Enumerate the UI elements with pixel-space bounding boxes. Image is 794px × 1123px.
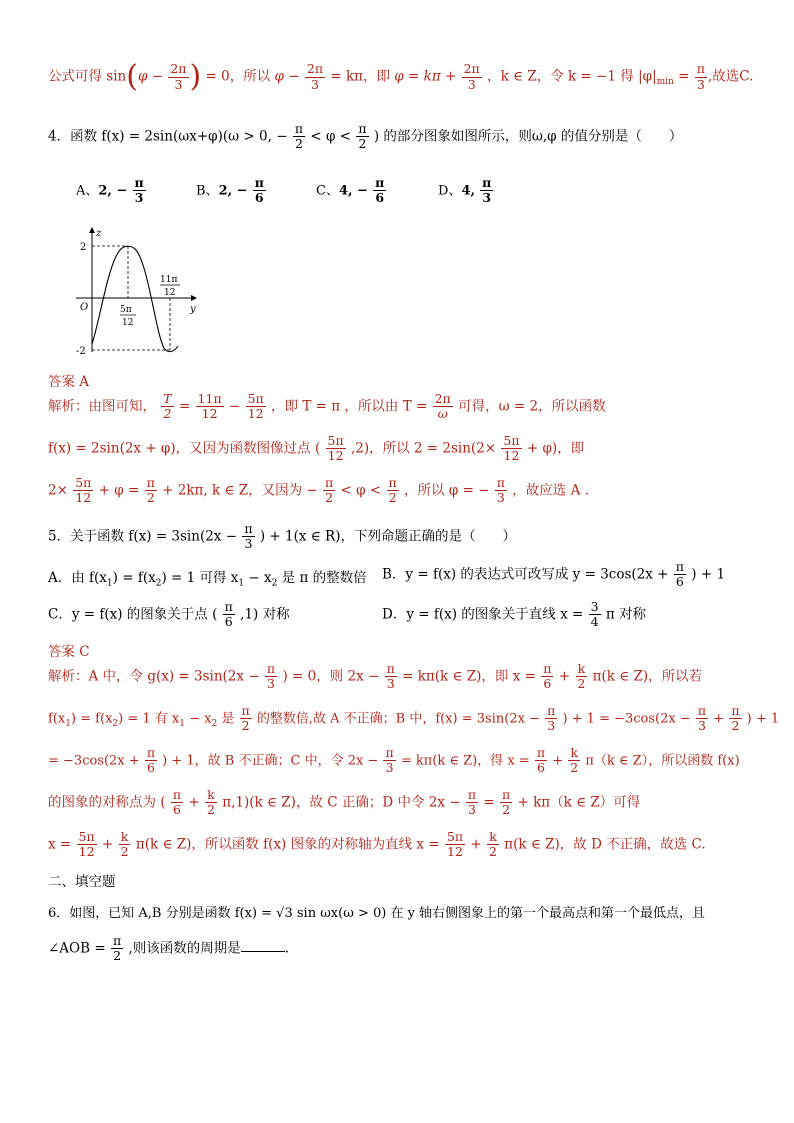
answer-5-line-4: 的图象的对称点为 ( $\frac{\pi}{6}$ + $\frac{k}{2}$ π,1)(k ∈ Z)，故 C 正确；D 中令 2x − $\frac{\pi}{3}$ = $\frac{\pi}{2}$ + kπ（k ∈ Z）可得: [48, 787, 641, 818]
answer-5-line-1: 解析：A 中，令 g(x) = 3sin(2x − $\frac{\pi}{3}$ ) = 0，则 2x − $\frac{\pi}{3}$ = kπ(k ∈ Z)，即 x = $\frac{\pi}{6}$ + $\frac{k}{2}$ π(k ∈ Z)，所以若: [48, 661, 703, 692]
option-a: A、2, − $\frac{\pi}{3}$: [76, 175, 144, 206]
option-b: B、2, − $\frac{\pi}{6}$: [196, 175, 264, 206]
question-6-line-2: ∠AOB = $\frac{\pi}{2}$ ,则该函数的周期是 .: [48, 933, 290, 964]
answer-5-line-5: x = $\frac{5\pi}{12}$ + $\frac{k}{2}$ π(k ∈ Z)，所以函数 f(x) 图象的对称轴为直线 x = $\frac{5\pi}{12}$ + $\frac{k}{2}$ π(k ∈ Z)，故 D 不正确，故选 C.: [48, 829, 706, 860]
tick-5pi12-num: 5π: [120, 305, 132, 315]
tick-11pi12-den: 12: [164, 288, 176, 298]
tick-11pi12-num: 11π: [160, 275, 178, 285]
answer-4-line-3: 2× $\frac{5\pi}{12}$ + φ = $\frac{\pi}{2}$ + 2kπ, k ∈ Z，又因为 − $\frac{\pi}{2}$ < φ < $\frac{\pi}{2}$ ，所以 φ = − $\frac{\pi}{3}$ ，故应选 A .: [48, 475, 589, 506]
option-c: C、4, − $\frac{\pi}{6}$: [316, 175, 385, 206]
answer-4-line-2: f(x) = 2sin(2x + φ)，又因为函数图像过点 ( $\frac{5\pi}{12}$ ,2)，所以 2 = 2sin(2× $\frac{5\pi}{12}$ + φ)，即: [48, 433, 585, 464]
q5-option-a: A．由 $f(x_1) = f(x_2) = 1$ 可得 $x_1 - x_2$ 是 π 的整数倍: [48, 570, 367, 589]
answer-blank[interactable]: [241, 939, 285, 952]
section-heading-fill-blank: 二、填空题: [48, 874, 116, 890]
question-5: 5．关于函数 f(x) = 3sin(2x − $\frac{\pi}{3}$ ) + 1(x ∈ R)，下列命题正确的是（ ）: [48, 521, 516, 552]
question-4: 4．函数 f(x) = 2sin(ωx+φ)(ω > 0, − $\frac{\pi}{2}$ < φ < $\frac{\pi}{2}$ ) 的部分图象如图所示，则ω,φ 的值分别是（ ）: [48, 121, 683, 152]
ymin-label: -2: [76, 346, 86, 357]
answer-4-line-1: 解析：由图可知， $\frac{T}{2}$ = $\frac{11\pi}{12}$ − $\frac{5\pi}{12}$ ，即 T = π ，所以由 T = $\frac{2\pi}{\omega}$ 可得，ω = 2，所以函数: [48, 391, 606, 422]
axis-z-label: z: [96, 228, 102, 239]
answer-5-line-3: = −3cos(2x + $\frac{\pi}{6}$ ) + 1，故 B 不正确；C 中，令 2x − $\frac{\pi}{3}$ = kπ(k ∈ Z)，得 x = $\frac{\pi}{6}$ + $\frac{k}{2}$ π（k ∈ Z），所以函数 f(x): [48, 745, 740, 776]
origin-label: O: [80, 302, 89, 313]
sine-curve: [92, 246, 178, 351]
q5-option-c: C．y = f(x) 的图象关于点 ( $\frac{\pi}{6}$ ,1) 对称: [48, 599, 290, 630]
ymax-label: 2: [80, 242, 87, 253]
answer-5-label: 答案 C: [48, 644, 90, 660]
prev-solution-line: 公式可得 sin(φ − $\frac{2\pi}{3}$ ) = 0，所以 φ − $\frac{2\pi}{3}$ = kπ，即 φ = kπ + $\frac{2\pi}{3}$ ，k ∈ Z，令 k = −1 得 $|\varphi|_{min}$ = $\frac{\pi}{3}$ ,故选C.: [48, 59, 754, 94]
tick-5pi12-den: 12: [122, 318, 134, 328]
sine-graph-figure: [74, 224, 204, 364]
question-6-line-1: 6．如图，已知 A,B 分别是函数 f(x) = √3 sin ωx(ω > 0) 在 y 轴右侧图象上的第一个最高点和第一个最低点，且: [48, 906, 706, 921]
q5-option-b: B．y = f(x) 的表达式可改写成 y = 3cos(2x + $\frac{\pi}{6}$ ) + 1: [382, 559, 726, 590]
q5-option-d: D．y = f(x) 的图象关于直线 x = $\frac{3}{4}$ π 对称: [382, 599, 647, 630]
answer-5-line-2: $f(x_1) = f(x_2) = 1$ 有 $x_1 - x_2$ 是 $\frac{\pi}{2}$ 的整数倍,故 A 不正确；B 中，f(x) = 3sin(2x − $\frac{\pi}{3}$ ) + 1 = −3cos(2x − $\frac{\pi}{3}$ + $\frac{\pi}{2}$ ) + 1: [48, 703, 780, 734]
option-d: D、4, $\frac{\pi}{3}$: [438, 175, 492, 206]
axis-y-label: y: [190, 304, 196, 315]
answer-4-label: 答案 A: [48, 374, 90, 390]
